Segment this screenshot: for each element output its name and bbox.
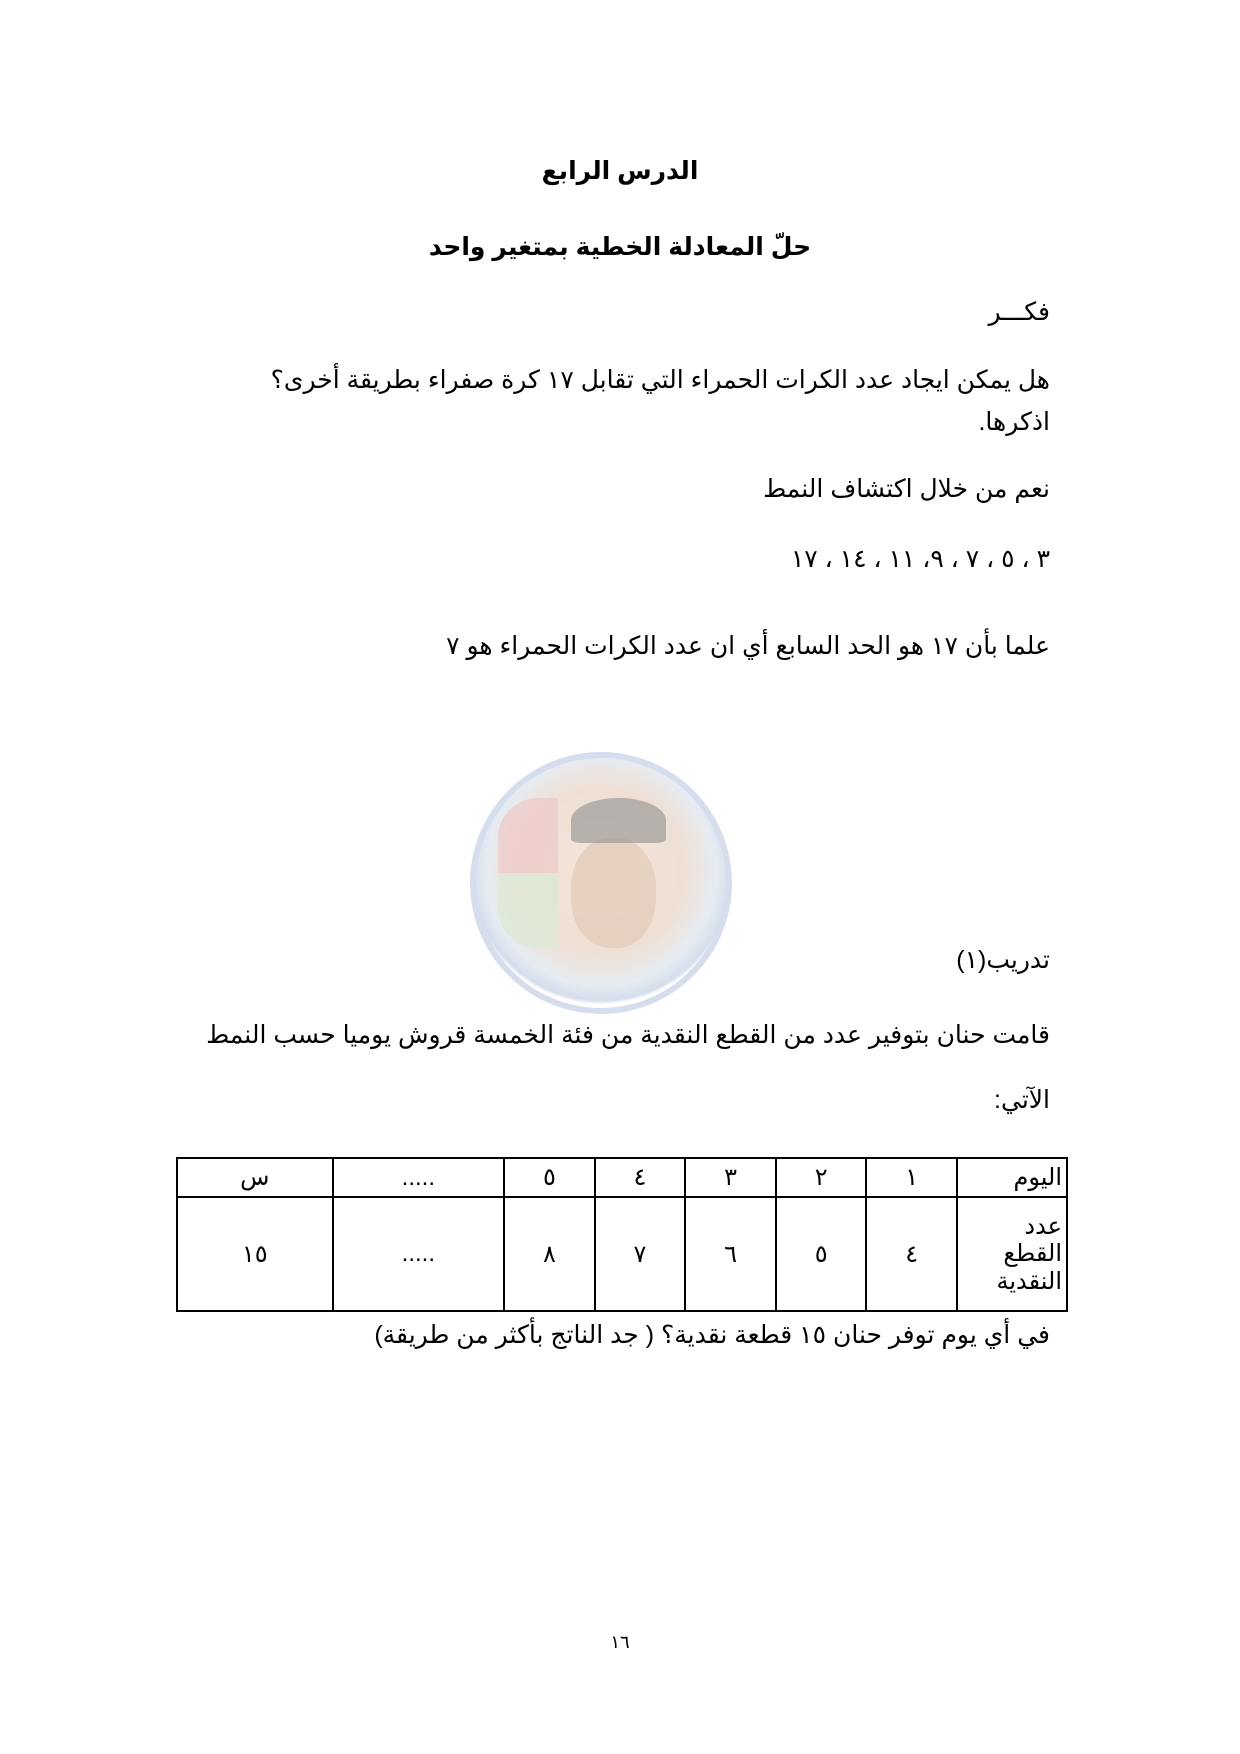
final-question: في أي يوم توفر حنان ١٥ قطعة نقدية؟ ( جد الناتج بأكثر من طريقة) [374,1321,1050,1349]
row-label: عدد القطع النقدية [957,1197,1067,1311]
table-cell: ٦ [685,1197,776,1311]
table-cell: ..... [333,1197,505,1311]
table-cell: ٣ [685,1158,776,1197]
watermark-seal [470,752,732,1014]
table-cell: ٨ [504,1197,595,1311]
table-cell: ٧ [595,1197,686,1311]
question-line-1: هل يمكن ايجاد عدد الكرات الحمراء التي تقابل ١٧ كرة صفراء بطريقة أخرى؟ [270,366,1050,394]
table-row-coins [177,1197,1067,1311]
table-cell: ٤ [866,1197,957,1311]
flag-graphic [498,798,558,948]
row-label: اليوم [957,1158,1067,1197]
exercise-line-1: قامت حنان بتوفير عدد من القطع النقدية من فئة الخمسة قروش يوميا حسب النمط [206,1021,1050,1049]
table-cell: ..... [333,1158,505,1197]
pattern-table [176,1157,1068,1312]
answer-line: نعم من خلال اكتشاف النمط [763,475,1050,503]
lesson-title: الدرس الرابع [541,157,699,185]
table-cell: ٥ [776,1197,867,1311]
page-number: ١٦ [610,1632,630,1652]
table-cell: ١٥ [177,1197,333,1311]
table-cell: ٤ [595,1158,686,1197]
table-cell: ٥ [504,1158,595,1197]
table-cell: ٢ [776,1158,867,1197]
portrait-graphic [571,838,656,948]
exercise-heading: تدريب(١) [956,946,1050,974]
sequence: ٣ ، ٥ ، ٧ ، ٩، ١١ ، ١٤ ، ١٧ [790,545,1050,573]
lesson-subtitle: حلّ المعادلة الخطية بمتغير واحد [428,233,812,261]
table-cell: ١ [866,1158,957,1197]
exercise-line-2: الآتي: [994,1086,1050,1114]
table-cell: س [177,1158,333,1197]
cap-graphic [571,798,666,843]
think-heading: فكـــر [988,298,1050,326]
conclusion: علما بأن ١٧ هو الحد السابع أي ان عدد الكرات الحمراء هو ٧ [446,632,1050,660]
table-row-day [177,1158,1067,1197]
question-line-2: اذكرها. [978,408,1050,436]
